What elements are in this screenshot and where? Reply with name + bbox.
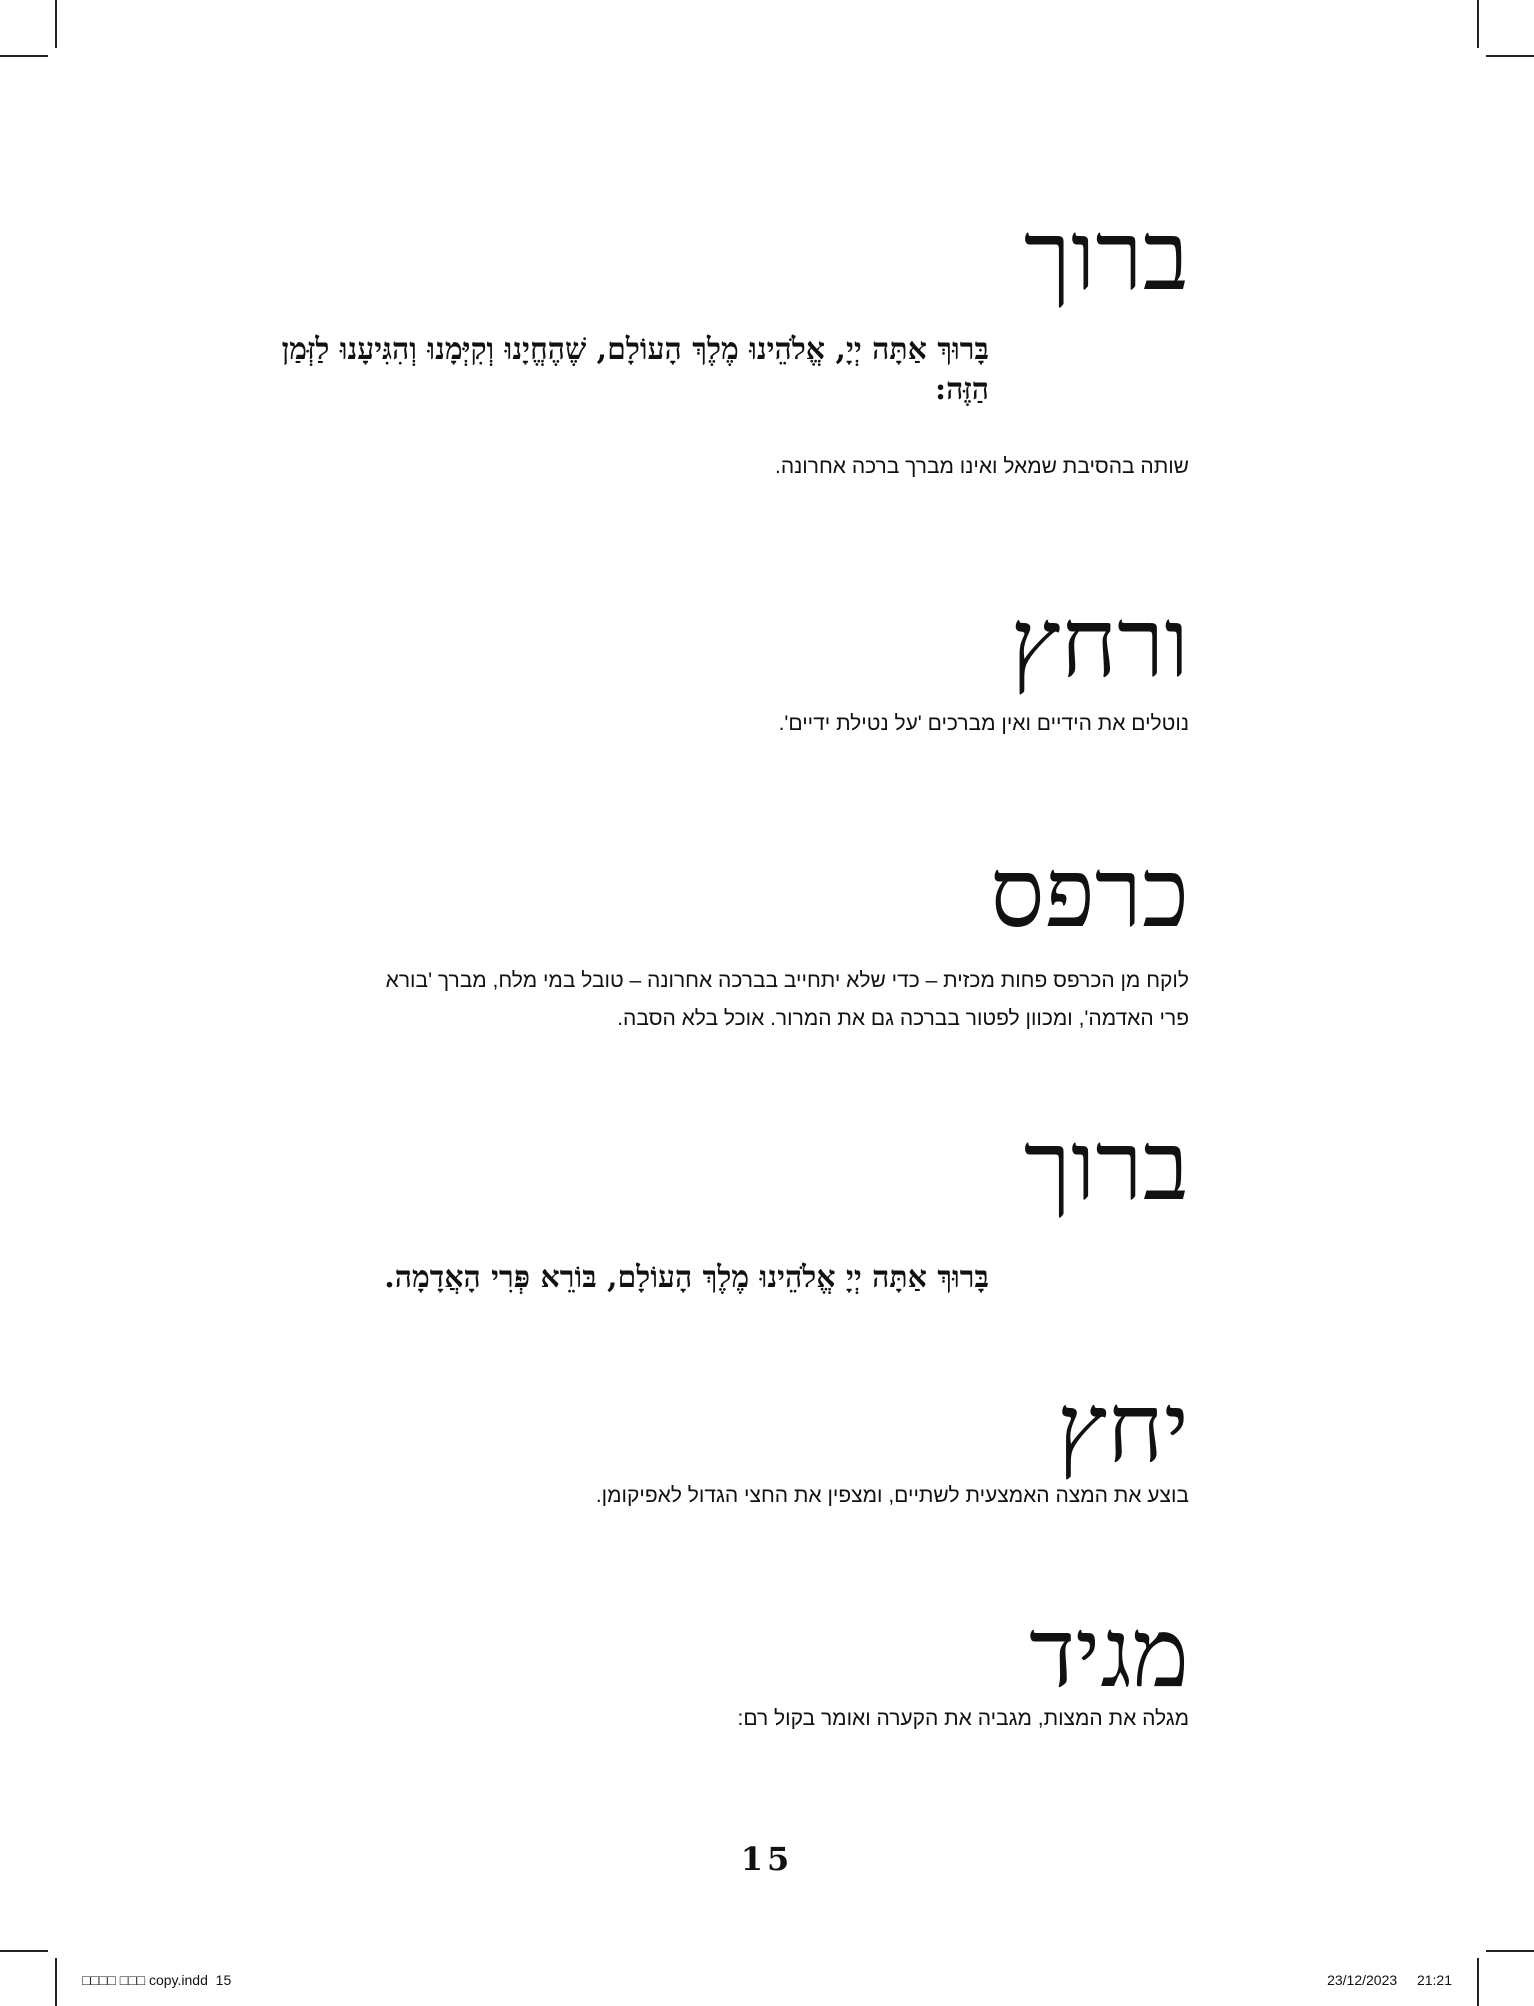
blessing-borei-pri-haadamah: בָּרוּךְ אַתָּה יְיָ אֱלֹהֵינוּ מֶלֶךְ הָעוֹלָם, בּוֹרֵא פְּרִי הָאֲדָמָה. — [384, 1260, 989, 1295]
crop-mark-top-left-horizontal — [0, 55, 48, 57]
page-number: 15 — [740, 1840, 794, 1878]
section-heading-urchatz: ורחץ — [1010, 587, 1189, 699]
crop-mark-bottom-right-vertical — [1477, 1958, 1479, 2006]
instruction-note: מגלה את המצות, מגביה את הקערה ואומר בקול רם: — [737, 1707, 1189, 1730]
slug-page: 15 — [215, 1972, 232, 1988]
slug-date-time — [1327, 1972, 1452, 1988]
slug-file-name: □□□□ □□□ copy.indd — [82, 1972, 208, 1988]
section-heading-karpas: כרפס — [990, 837, 1189, 949]
crop-mark-top-right-horizontal — [1486, 55, 1534, 57]
crop-mark-bottom-left-horizontal — [0, 1950, 48, 1952]
section-heading-maggid: מגיד — [1029, 1597, 1189, 1709]
instruction-note: בוצע את המצה האמצעית לשתיים, ומצפין את החצי הגדול לאפיקומן. — [595, 1484, 1189, 1507]
slug-time: 21:21 — [1416, 1972, 1452, 1988]
instruction-note: שותה בהסיבת שמאל ואינו מברך ברכה אחרונה. — [774, 455, 1189, 478]
slug-file-info — [82, 1972, 231, 1988]
instruction-note: לוקח מן הכרפס פחות מכזית – כדי שלא יתחייב בברכה אחרונה – טובל במי מלח, מברך 'בורא פרי האדמה', ומכוון לפטור בברכה גם את המרור. אוכל בלא הסבה. — [385, 969, 1189, 1030]
crop-mark-bottom-left-vertical — [55, 1958, 57, 2006]
section-heading-barukh: ברוך — [1023, 200, 1189, 312]
blessing-shehecheyanu: בָּרוּךְ אַתָּה יְיָ, אֱלֹהֵינוּ מֶלֶךְ הָעוֹלָם, שֶׁהֶחֱיָנוּ וְקִיְּמָנוּ וְהִגִּיעָנוּ לַזְּמַן הַזֶּה: — [281, 332, 989, 407]
section-heading-barukh: ברוך — [1023, 1110, 1189, 1222]
crop-mark-top-right-vertical — [1477, 0, 1479, 48]
section-heading-yachatz: יחץ — [1057, 1372, 1189, 1484]
slug-date: 23/12/2023 — [1327, 1972, 1398, 1988]
crop-mark-bottom-right-horizontal — [1486, 1950, 1534, 1952]
instruction-note: נוטלים את הידיים ואין מברכים 'על נטילת ידיים'. — [778, 712, 1189, 735]
crop-mark-top-left-vertical — [55, 0, 57, 48]
